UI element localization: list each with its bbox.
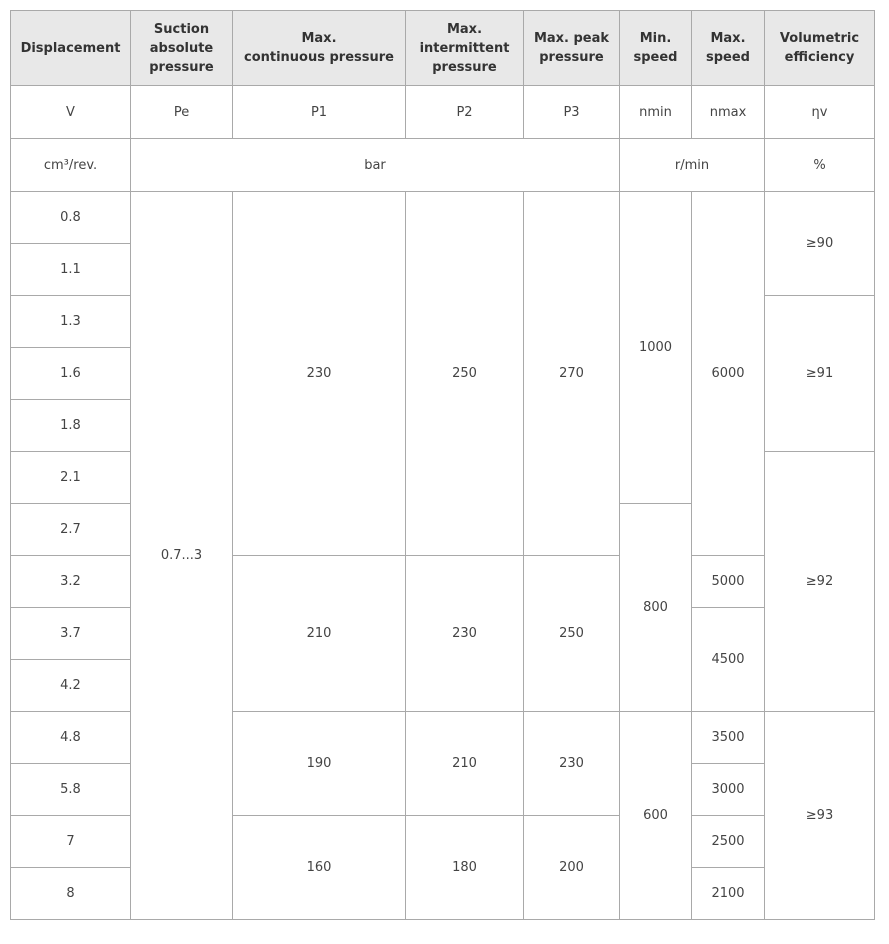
displacement-cell: 4.2 <box>11 660 131 712</box>
nmax-cell: 2500 <box>692 816 765 868</box>
header-suction-line2: absolute <box>149 40 214 56</box>
header-p2 <box>406 11 524 86</box>
header-nmax <box>692 11 765 86</box>
unit-efficiency: % <box>765 139 875 192</box>
header-suction <box>131 11 233 86</box>
unit-displacement: cm³/rev. <box>11 139 131 192</box>
nmax-cell: 5000 <box>692 556 765 608</box>
displacement-cell: 2.7 <box>11 504 131 556</box>
symbol-p2: P2 <box>406 86 524 139</box>
nmin-cell: 1000 <box>620 192 692 504</box>
p3-cell: 270 <box>524 192 620 556</box>
header-p1-line1: Max. <box>301 31 337 46</box>
symbol-nmax: nmax <box>692 86 765 139</box>
nmax-cell: 4500 <box>692 608 765 712</box>
header-p2-line3: pressure <box>432 59 497 75</box>
p1-cell: 210 <box>233 556 406 712</box>
header-p3 <box>524 11 620 86</box>
displacement-cell: 1.6 <box>11 348 131 400</box>
efficiency-cell: ≥91 <box>765 296 875 452</box>
symbol-nmin: nmin <box>620 86 692 139</box>
header-nmin-line2: speed <box>633 50 678 65</box>
p3-cell: 250 <box>524 556 620 712</box>
header-p2-line1: Max. <box>446 21 483 37</box>
nmax-cell: 3000 <box>692 764 765 816</box>
symbol-p3: P3 <box>524 86 620 139</box>
header-p1 <box>233 11 406 86</box>
displacement-cell: 8 <box>11 868 131 920</box>
displacement-cell: 3.7 <box>11 608 131 660</box>
p3-cell: 200 <box>524 816 620 920</box>
header-efficiency-line1: Volumetric <box>779 31 860 46</box>
efficiency-cell: ≥92 <box>765 452 875 712</box>
displacement-cell: 0.8 <box>11 192 131 244</box>
p2-cell: 210 <box>406 712 524 816</box>
displacement-cell: 2.1 <box>11 452 131 504</box>
header-nmax-line1: Max. <box>710 31 746 46</box>
header-nmax-line2: speed <box>706 50 750 65</box>
displacement-cell: 1.1 <box>11 244 131 296</box>
nmax-cell: 3500 <box>692 712 765 764</box>
displacement-cell: 5.8 <box>11 764 131 816</box>
displacement-cell: 1.8 <box>11 400 131 452</box>
header-displacement-text: Displacement <box>20 40 121 56</box>
header-efficiency-line2: efficiency <box>784 50 855 65</box>
header-p3-line1: Max. peak <box>533 31 610 46</box>
displacement-cell: 7 <box>11 816 131 868</box>
nmax-cell: 2100 <box>692 868 765 920</box>
p1-cell: 190 <box>233 712 406 816</box>
unit-speed: r/min <box>620 139 765 192</box>
header-displacement <box>11 11 131 86</box>
p2-cell: 180 <box>406 816 524 920</box>
efficiency-cell: ≥93 <box>765 712 875 920</box>
nmax-cell: 6000 <box>692 192 765 556</box>
unit-row <box>11 139 875 192</box>
suction-cell: 0.7...3 <box>131 192 233 920</box>
symbol-suction: Pe <box>131 86 233 139</box>
header-efficiency <box>765 11 875 86</box>
p3-cell: 230 <box>524 712 620 816</box>
displacement-cell: 4.8 <box>11 712 131 764</box>
symbol-p1: P1 <box>233 86 406 139</box>
symbol-efficiency: ηv <box>765 86 875 139</box>
symbol-row <box>11 86 875 139</box>
header-row <box>11 11 875 86</box>
displacement-cell: 3.2 <box>11 556 131 608</box>
p1-cell: 160 <box>233 816 406 920</box>
header-suction-line1: Suction <box>153 21 210 37</box>
header-suction-line3: pressure <box>149 59 214 75</box>
spec-table <box>10 10 875 920</box>
p1-cell: 230 <box>233 192 406 556</box>
nmin-cell: 600 <box>620 712 692 920</box>
header-p1-line2: continuous pressure <box>243 50 394 65</box>
header-p2-line2: intermittent <box>419 40 510 56</box>
displacement-cell: 1.3 <box>11 296 131 348</box>
nmin-cell: 800 <box>620 504 692 712</box>
symbol-displacement: V <box>11 86 131 139</box>
header-nmin <box>620 11 692 86</box>
efficiency-cell: ≥90 <box>765 192 875 296</box>
table-row <box>11 192 875 244</box>
p2-cell: 250 <box>406 192 524 556</box>
header-p3-line2: pressure <box>539 50 604 65</box>
header-nmin-line1: Min. <box>639 31 672 46</box>
unit-pressure: bar <box>131 139 620 192</box>
p2-cell: 230 <box>406 556 524 712</box>
